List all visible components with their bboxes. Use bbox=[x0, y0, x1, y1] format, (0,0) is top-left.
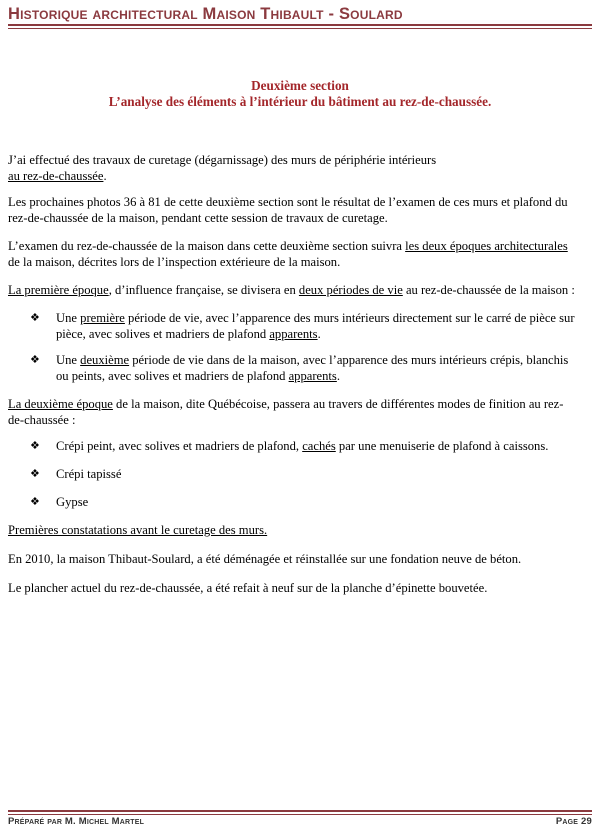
diamond-bullet-icon: ❖ bbox=[30, 312, 40, 324]
page-number: Page 29 bbox=[555, 816, 592, 827]
paragraph-3: L’examen du rez-de-chaussée de la maison dans cette deuxième section suivra les deux époques architecturales de la maison, décrites lors de l’inspection extérieure de la maison. bbox=[8, 239, 568, 269]
paragraph-5: La deuxième époque de la maison, dite Québécoise, passera au travers de différentes modes de finition au rez- de-chaussée : bbox=[8, 397, 564, 427]
diamond-bullet-icon: ❖ bbox=[30, 496, 40, 508]
diamond-bullet-icon: ❖ bbox=[30, 354, 40, 366]
header-title: Historique architectural Maison Thibault - Soulard bbox=[8, 5, 403, 23]
diamond-bullet-icon: ❖ bbox=[30, 468, 40, 480]
paragraph-2: Les prochaines photos 36 à 81 de cette deuxième section sont le résultat de l’examen de ces murs et plafond du rez-de-chaussée de la maison, pendant cette session de travaux de curetage. bbox=[8, 195, 568, 225]
subheading-observations: Premières constatations avant le curetage des murs. bbox=[8, 523, 268, 537]
footer-rule bbox=[8, 810, 592, 812]
header-rule bbox=[8, 24, 592, 26]
paragraph-8: Le plancher actuel du rez-de-chaussée, a été refait à neuf sur de la planche d’épinette bouvetée. bbox=[8, 581, 488, 595]
paragraph-7: En 2010, la maison Thibaut-Soulard, a été déménagée et réinstallée sur une fondation neuve de béton. bbox=[8, 552, 522, 566]
section-title: Deuxième section bbox=[251, 78, 349, 93]
page-header bbox=[8, 4, 592, 24]
header-rule-thin bbox=[8, 28, 592, 29]
footer-rule-thin bbox=[8, 814, 592, 815]
section-subtitle: L’analyse des éléments à l’intérieur du bâtiment au rez-de-chaussée. bbox=[108, 94, 492, 109]
diamond-bullet-icon: ❖ bbox=[30, 440, 40, 452]
paragraph-4: La première époque, d’influence française, se divisera en deux périodes de vie au rez-de-chaussée de la maison : bbox=[8, 283, 575, 297]
document-page: Historique architectural Maison Thibault - Soulard Deuxième section L’analyse des éléments à l’intérieur du bâtiment au rez-de-chaussée. J’ai effectué des travaux de curetage (dégarnissage) des murs de périphérie intérieurs au rez-de-chaussée. Les prochaines photos 36 à 81 de cette deuxième section sont le résultat de l’examen de ces murs et plafond du rez-de-chaussée de la maison, pendant cette session de travaux de curetage. L’examen du rez-de-chaussée de la maison dans cette deuxième section suivra les deux époques architecturales de la maison, décrites lors de l’inspection extérieure de la maison. La première époque, d’influence française, se divisera en deux périodes de vie au rez-de-chaussée de la maison : ❖ Une première période de vie, avec l’apparence des murs intérieurs directement sur le carré de pièce sur pièce, avec solives et madriers de plafond apparents. ❖ Une deuxième période de vie dans de la maison, avec l’apparence des murs intérieurs crépis, blanchis ou peints, avec solives et madriers de plafond apparents. La deuxième époque de la maison, dite Québécoise, passera au travers de différentes modes de finition au rez- de-chaussée : ❖ Crépi peint, avec solives et madriers de plafond, cachés par une menuiserie de plafond à caissons. ❖ Crépi tapissé ❖ Gypse Premières constatations avant le curetage des murs. En 2010, la maison Thibaut-Soulard, a été déménagée et réinstallée sur une fondation neuve de béton. Le plancher actuel du rez-de-chaussée, a été refait à neuf sur de la planche d’épinette bouvetée. Préparé par M. Michel Martel Page 29 bbox=[0, 0, 600, 840]
paragraph-1: J’ai effectué des travaux de curetage (dégarnissage) des murs de périphérie intérieurs au rez-de-chaussée. bbox=[8, 153, 437, 183]
footer-author: Préparé par M. Michel Martel bbox=[8, 816, 145, 827]
